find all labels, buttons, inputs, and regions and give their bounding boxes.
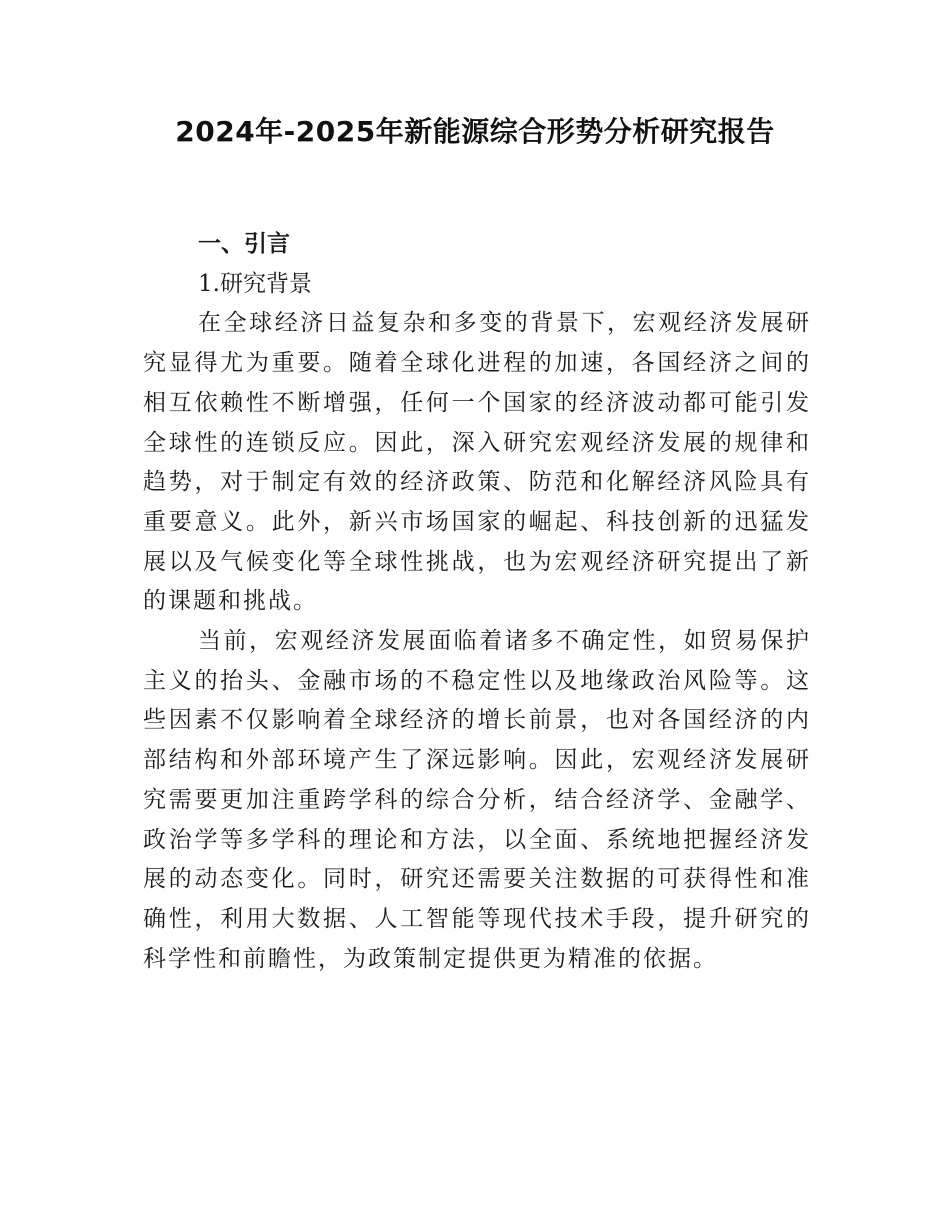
paragraph: 在全球经济日益复杂和多变的背景下，宏观经济发展研究显得尤为重要。随着全球化进程的加速，各国经济之间的相互依赖性不断增强，任何一个国家的经济波动都可能引发全球性的连锁反应。因此，深入研究宏观经济发展的规律和趋势，对于制定有效的经济政策、防范和化解经济风险具有重要意义。此外，新兴市场国家的崛起、科技创新的迅猛发展以及气候变化等全球性挑战，也为宏观经济研究提出了新的课题和挑战。 (143, 310, 811, 615)
section-heading: 一、引言 (198, 231, 290, 257)
paragraph: 当前，宏观经济发展面临着诸多不确定性，如贸易保护主义的抬头、金融市场的不稳定性以及地缘政治风险等。这些因素不仅影响着全球经济的增长前景，也对各国经济的内部结构和外部环境产生了深远影响。因此，宏观经济发展研究需要更加注重跨学科的综合分析，结合经济学、金融学、政治学等多学科的理论和方法，以全面、系统地把握经济发展的动态变化。同时，研究还需要关注数据的可获得性和准确性，利用大数据、人工智能等现代技术手段，提升研究的科学性和前瞻性，为政策制定提供更为精准的依据。 (143, 628, 811, 972)
subsection-heading: 1.研究背景 (198, 270, 312, 297)
document-body (143, 225, 811, 979)
document-title: 2024年-2025年新能源综合形势分析研究报告 (175, 115, 775, 148)
